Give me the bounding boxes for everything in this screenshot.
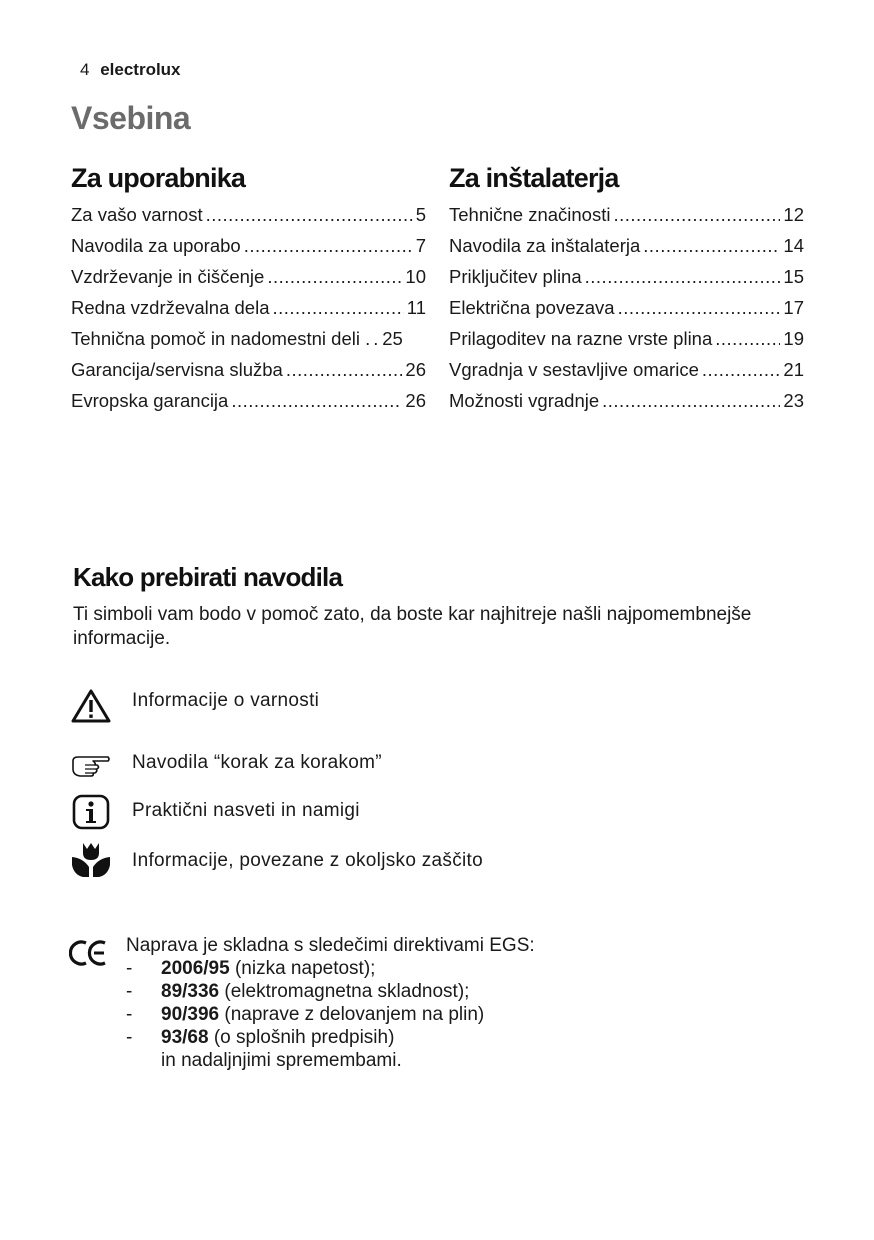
toc-user-section (71, 163, 426, 421)
symbol-row (71, 686, 320, 726)
symbol-text: Informacije o varnosti (132, 690, 320, 711)
toc-leader (602, 390, 780, 412)
toc-leader (273, 297, 404, 319)
directive-code: 93/68 (161, 1027, 209, 1048)
toc-entry (71, 297, 426, 328)
toc-leader (206, 204, 413, 226)
toc-entry-label: Za vašo varnost (71, 204, 203, 225)
directive-item (126, 1026, 535, 1049)
toc-entry (71, 390, 426, 421)
toc-entry (449, 297, 804, 328)
directives-closing: in nadaljnjimi spremembami. (161, 1050, 402, 1071)
installer-section-heading: Za inštalaterja (449, 163, 619, 193)
toc-entry-page: 14 (783, 235, 804, 256)
list-dash: - (126, 1027, 133, 1048)
toc-entry (449, 359, 804, 390)
toc-entry-label: Vgradnja v sestavljive omarice (449, 359, 699, 380)
tulip-icon (71, 840, 111, 880)
directive-item (126, 1003, 535, 1026)
toc-entry (71, 328, 426, 359)
directive-code: 89/336 (161, 981, 220, 1002)
directive-desc: (naprave z delovanjem na plin) (224, 1004, 485, 1025)
toc-entry-page: 5 (415, 204, 426, 225)
toc-entry-page: 10 (405, 266, 426, 287)
user-section-heading: Za uporabnika (71, 163, 246, 193)
page-header (80, 60, 181, 80)
directives-intro: Naprava je skladna s sledečimi direktivami EGS: (126, 935, 535, 956)
info-icon (71, 792, 111, 832)
ce-mark (69, 938, 109, 973)
directives-block (126, 934, 535, 1072)
toc-entry (449, 390, 804, 421)
list-dash: - (126, 958, 133, 979)
toc-leader (373, 328, 379, 350)
toc-entry (449, 235, 804, 266)
list-dash: - (126, 981, 133, 1002)
reading-guide-intro: Ti simboli vam bodo v pomoč zato, da boste kar najhitreje našli najpomembnejše informacije. (73, 604, 752, 649)
toc-entry (449, 328, 804, 359)
directive-desc: (nizka napetost); (234, 958, 376, 979)
toc-entry-label: Navodila za inštalaterja (449, 235, 641, 256)
toc-entry-label: Garancija/servisna služba (71, 359, 283, 380)
toc-entry-label: Tehnična pomoč in nadomestni deli . (71, 328, 371, 349)
directive-code: 90/396 (161, 1004, 220, 1025)
warning-triangle-icon (71, 686, 111, 726)
symbol-text: Praktični nasveti in namigi (132, 800, 360, 821)
symbol-text: Informacije, povezane z okoljsko zaščito (132, 850, 483, 871)
pointing-hand-icon (71, 746, 111, 786)
toc-entry (71, 266, 426, 297)
toc-entry-page: 26 (405, 390, 426, 411)
toc-leader (715, 328, 780, 350)
toc-entry-page: 17 (783, 297, 804, 318)
toc-leader (231, 390, 402, 412)
toc-leader (267, 266, 402, 288)
toc-entry-label: Priključitev plina (449, 266, 582, 287)
toc-entry-page: 21 (783, 359, 804, 380)
toc-entry-page: 19 (783, 328, 804, 349)
toc-entry (71, 359, 426, 390)
toc-entry-page: 12 (783, 204, 804, 225)
symbol-row (71, 792, 360, 832)
toc-leader (244, 235, 413, 257)
toc-entry (71, 235, 426, 266)
symbol-row (71, 840, 483, 880)
toc-entry-page: 15 (783, 266, 804, 287)
toc-installer-section (449, 163, 804, 421)
list-dash: - (126, 1004, 133, 1025)
toc-entry-page: 25 (382, 328, 403, 349)
toc-entry-label: Možnosti vgradnje (449, 390, 600, 411)
toc-leader (286, 359, 403, 381)
toc-leader (613, 204, 780, 226)
toc-leader (618, 297, 781, 319)
toc-entry-label: Vzdrževanje in čiščenje (71, 266, 265, 287)
toc-entry-label: Navodila za uporabo (71, 235, 241, 256)
directive-item (126, 957, 535, 980)
page-title: Vsebina (71, 100, 191, 136)
toc-entry (71, 204, 426, 235)
reading-guide-heading: Kako prebirati navodila (73, 562, 343, 592)
toc-leader (585, 266, 781, 288)
directive-code: 2006/95 (161, 958, 230, 979)
toc-entry-label: Evropska garancija (71, 390, 229, 411)
toc-entry-page: 26 (405, 359, 426, 380)
symbol-text: Navodila “korak za korakom” (132, 752, 382, 773)
reading-guide-section (73, 562, 813, 651)
toc-entry-label: Redna vzdrževalna dela (71, 297, 270, 318)
toc-entry-label: Prilagoditev na razne vrste plina (449, 328, 713, 349)
symbol-row (71, 746, 382, 786)
toc-entry-page: 7 (415, 235, 426, 256)
toc-leader (643, 235, 780, 257)
directive-item (126, 980, 535, 1003)
toc-entry (449, 266, 804, 297)
toc-entry (449, 204, 804, 235)
directive-desc: (elektromagnetna skladnost); (224, 981, 470, 1002)
toc-entry-label: Tehnične značinosti (449, 204, 611, 225)
toc-leader (702, 359, 781, 381)
toc-entry-page: 23 (783, 390, 804, 411)
toc-entry-label: Električna povezava (449, 297, 615, 318)
page-number: 4 (80, 60, 90, 79)
directive-desc: (o splošnih predpisih) (213, 1027, 395, 1048)
toc-entry-page: 11 (406, 297, 426, 318)
brand-name: electrolux (100, 60, 181, 79)
